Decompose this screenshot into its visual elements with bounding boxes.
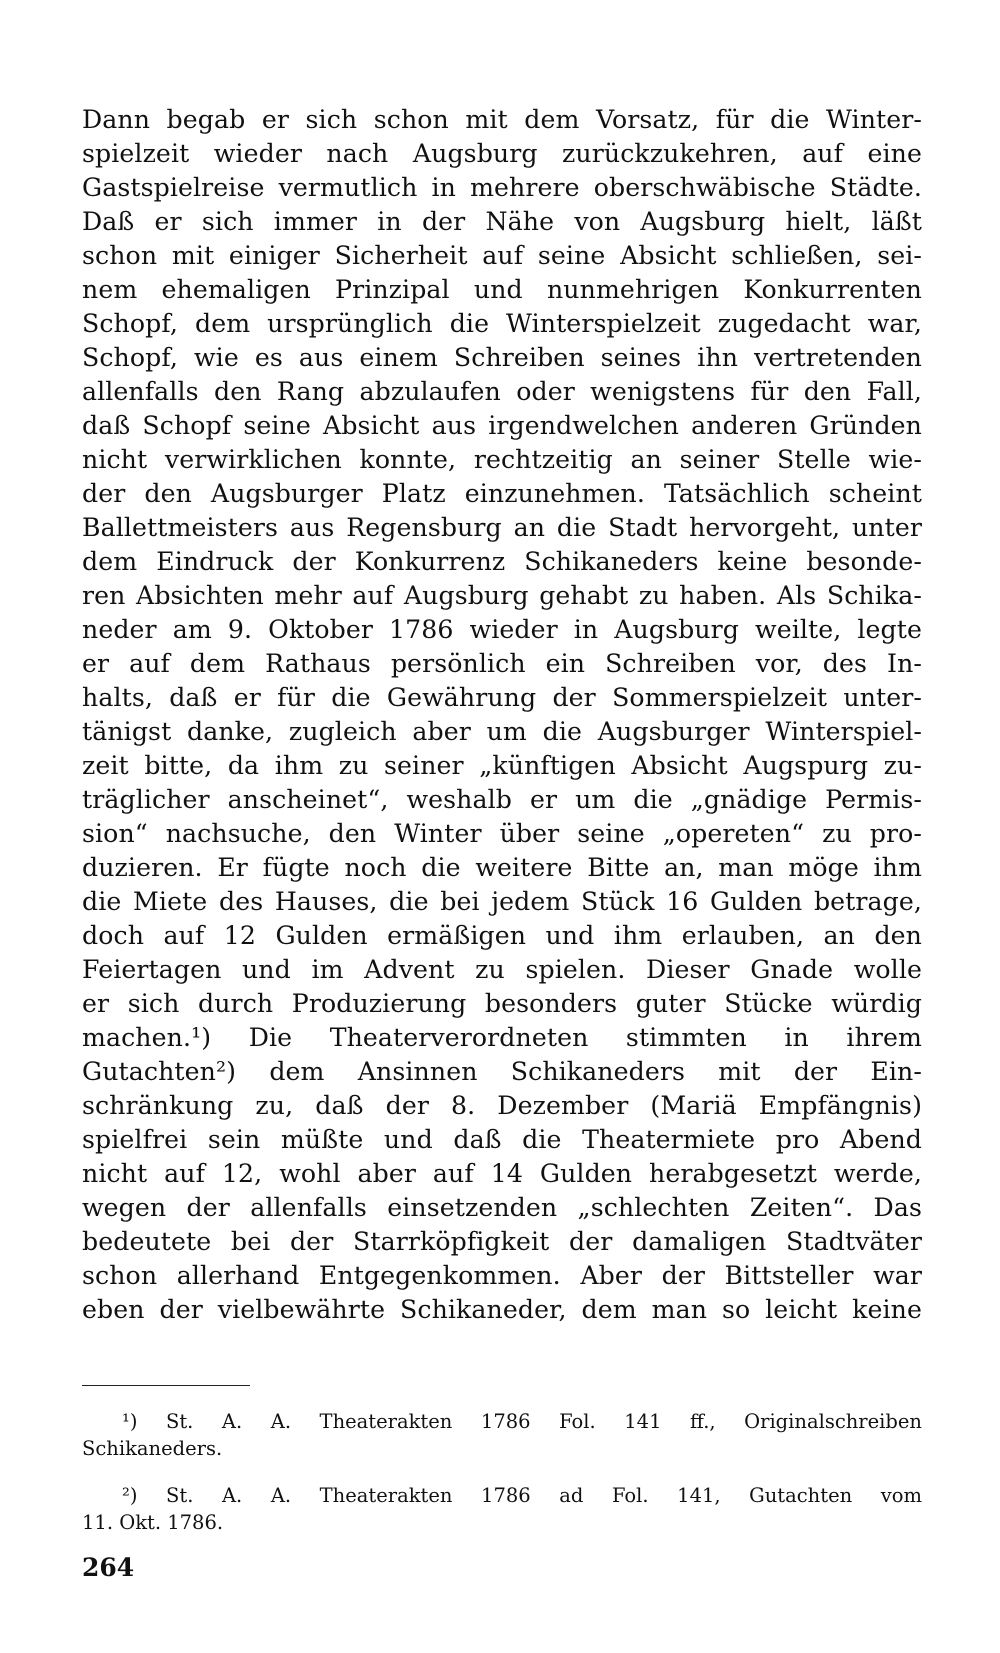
text-line: halts, daß er für die Gewährung der Sommerspielzeit unter- [82, 683, 922, 712]
text-line: nem ehemaligen Prinzipal und nunmehrigen Konkurrenten [82, 275, 922, 304]
text-line: neder am 9. Oktober 1786 wieder in Augsburg weilte, legte [82, 615, 922, 644]
body-text [82, 103, 922, 1327]
text-line: Schopf, wie es aus einem Schreiben seines ihn vertretenden [82, 343, 922, 372]
footnote-1-line-1: ¹) St. A. A. Theaterakten 1786 Fol. 141 ff., Originalschreiben [122, 1410, 922, 1433]
text-line: der den Augsburger Platz einzunehmen. Tatsächlich scheint [82, 479, 922, 508]
footnotes [82, 1408, 922, 1536]
footnote-divider [82, 1385, 250, 1386]
footnote-1-line-2: Schikaneders. [82, 1437, 223, 1460]
text-line: die Miete des Hauses, die bei jedem Stück 16 Gulden betrage, [82, 887, 922, 916]
text-line: Gastspielreise vermutlich in mehrere oberschwäbische Städte. [82, 173, 922, 202]
text-line: ren Absichten mehr auf Augsburg gehabt zu haben. Als Schika- [82, 581, 922, 610]
text-line: dem Eindruck der Konkurrenz Schikaneders keine besonde- [82, 547, 922, 576]
book-page [82, 103, 922, 1603]
text-line: sion“ nachsuche, den Winter über seine „opereten“ zu pro- [82, 819, 922, 848]
text-line: nicht verwirklichen konnte, rechtzeitig an seiner Stelle wie- [82, 445, 922, 474]
text-line: schon mit einiger Sicherheit auf seine Absicht schließen, sei- [82, 241, 922, 270]
text-line: machen.¹) Die Theaterverordneten stimmten in ihrem [82, 1023, 922, 1052]
text-line: bedeutete bei der Starrköpfigkeit der damaligen Stadtväter [82, 1227, 922, 1256]
text-line: schränkung zu, daß der 8. Dezember (Mariä Empfängnis) [82, 1091, 922, 1120]
text-line: Daß er sich immer in der Nähe von Augsburg hielt, läßt [82, 207, 922, 236]
text-line: daß Schopf seine Absicht aus irgendwelchen anderen Gründen [82, 411, 922, 440]
footnote-2-line-2: 11. Okt. 1786. [82, 1511, 224, 1534]
text-line: spielfrei sein müßte und daß die Theatermiete pro Abend [82, 1125, 922, 1154]
page-number: 264 [82, 1553, 135, 1582]
text-line: Ballettmeisters aus Regensburg an die Stadt hervorgeht, unter [82, 513, 922, 542]
text-line: wegen der allenfalls einsetzenden „schlechten Zeiten“. Das [82, 1193, 922, 1222]
text-line: er auf dem Rathaus persönlich ein Schreiben vor, des In- [82, 649, 922, 678]
text-line: Feiertagen und im Advent zu spielen. Dieser Gnade wolle [82, 955, 922, 984]
text-line: schon allerhand Entgegenkommen. Aber der Bittsteller war [82, 1261, 922, 1290]
text-line: Dann begab er sich schon mit dem Vorsatz, für die Winter- [82, 105, 922, 134]
text-line: tänigst danke, zugleich aber um die Augsburger Winterspiel- [82, 717, 922, 746]
text-line: duzieren. Er fügte noch die weitere Bitte an, man möge ihm [82, 853, 922, 882]
text-line: Schopf, dem ursprünglich die Winterspielzeit zugedacht war, [82, 309, 922, 338]
text-line: träglicher anscheinet“, weshalb er um die „gnädige Permis- [82, 785, 922, 814]
footnote-spacer [82, 1462, 922, 1482]
text-line: doch auf 12 Gulden ermäßigen und ihm erlauben, an den [82, 921, 922, 950]
text-line: zeit bitte, da ihm zu seiner „künftigen Absicht Augspurg zu- [82, 751, 922, 780]
text-line: Gutachten²) dem Ansinnen Schikaneders mit der Ein- [82, 1057, 922, 1086]
text-line: nicht auf 12, wohl aber auf 14 Gulden herabgesetzt werde, [82, 1159, 922, 1188]
footnote-2-line-1: ²) St. A. A. Theaterakten 1786 ad Fol. 141, Gutachten vom [122, 1484, 922, 1507]
text-line: spielzeit wieder nach Augsburg zurückzukehren, auf eine [82, 139, 922, 168]
text-line: er sich durch Produzierung besonders guter Stücke würdig [82, 989, 922, 1018]
text-line: allenfalls den Rang abzulaufen oder wenigstens für den Fall, [82, 377, 922, 406]
text-line: eben der vielbewährte Schikaneder, dem man so leicht keine [82, 1295, 922, 1324]
